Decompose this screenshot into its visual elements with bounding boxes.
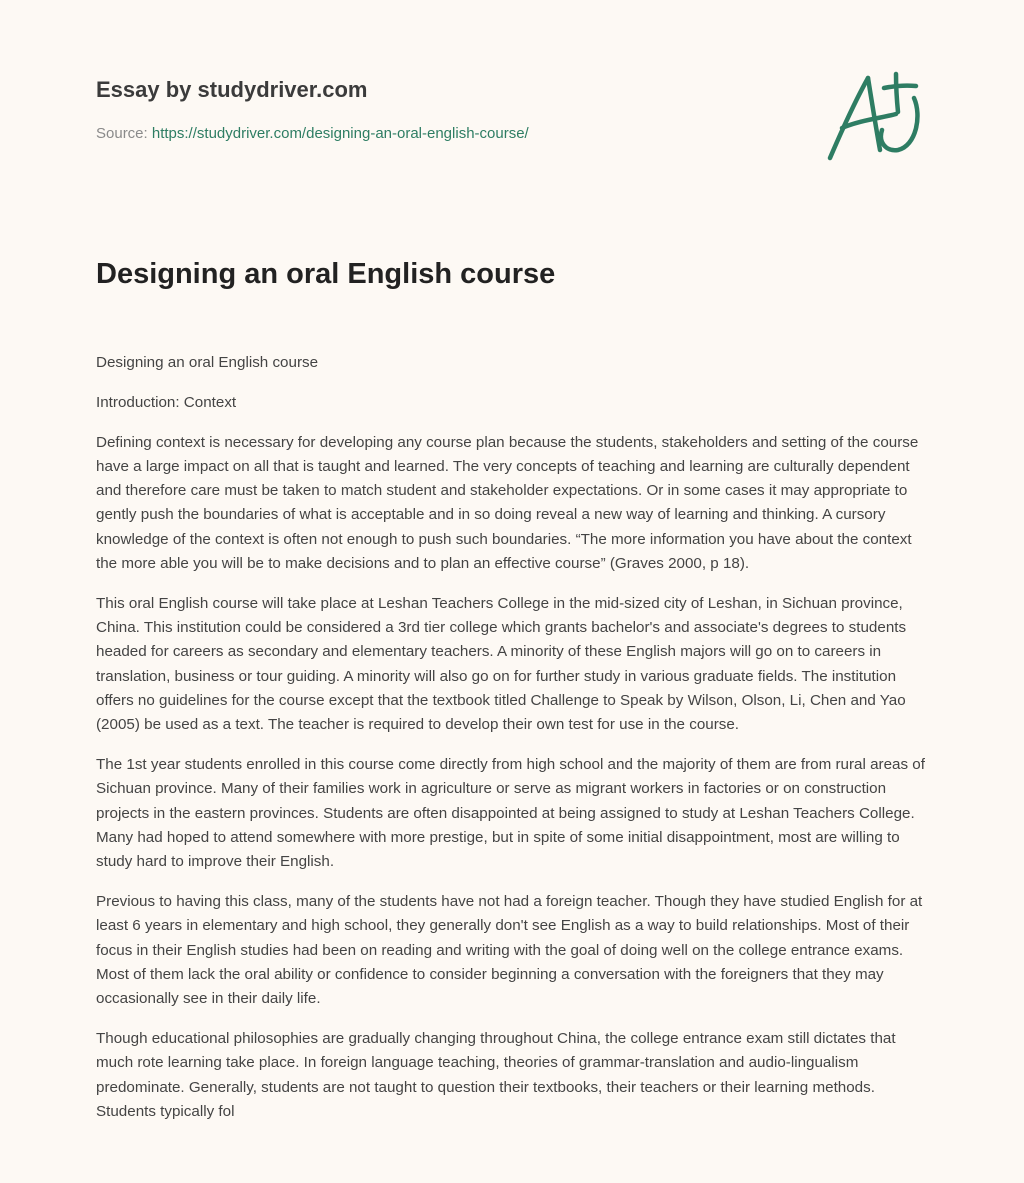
paragraph: Introduction: Context [96,393,237,411]
essay-header [96,74,796,144]
page-title: Designing an oral English course [96,258,556,290]
source-link[interactable]: https://studydriver.com/designing-an-oral-english-course/ [151,125,529,142]
paragraph: Defining context is necessary for developing any course plan because the students, stakeholders and setting of the course have a large impact on all that is taught and learned. The very concepts of teaching and learning are culturally dependent and therefore care must be taken to match student and stakeholder expectations. Or in some cases it may appropriate to gently push the boundaries of what is acceptable and in so doing reveal a new way of learning and thinking. A cursory knowledge of the context is often not enough to push such boundaries. “The more information you have about the context the more able you will be to make decisions and to plan an effective course” (Graves 2000, p 18). [96,433,919,573]
source-label: Source: [96,125,148,142]
a-plus-logo-icon [820,68,930,168]
brand-title: Essay by studydriver.com [96,77,368,102]
paragraph: Previous to having this class, many of the students have not had a foreign teacher. Though they have studied English for at least 6 years in elementary and high school, they generally don't see English as a way to build relationships. Most of their focus in their English studies had been on reading and writing with the goal of doing well on the college entrance exams. Most of them lack the oral ability or confidence to consider beginning a conversation with the foreigners that they may occasionally see in their daily life. [96,893,923,1008]
paragraph: The 1st year students enrolled in this course come directly from high school and the majority of them are from rural areas of Sichuan province. Many of their families work in agriculture or serve as migrant workers in factories or on construction projects in the eastern provinces. Students are often disappointed at being assigned to study at Leshan Teachers College. Many had hoped to attend somewhere with more prestige, but in spite of some initial disappointment, most are willing to study hard to improve their English. [96,756,925,871]
source-line [96,124,796,144]
essay-body [96,351,932,1140]
paragraph: This oral English course will take place at Leshan Teachers College in the mid-sized city of Leshan, in Sichuan province, China. This institution could be considered a 3rd tier college which grants bachelor's and associate's degrees to students headed for careers as secondary and elementary teachers. A minority of these English majors will go on to careers in translation, business or tour guiding. A minority will also go on for further study in various graduate fields. The institution offers no guidelines for the course except that the textbook titled Challenge to Speak by Wilson, Olson, Li, Chen and Yao (2005) be used as a text. The teacher is required to develop their own test for use in the course. [96,594,907,734]
paragraph: Though educational philosophies are gradually changing throughout China, the college entrance exam still dictates that much rote learning take place. In foreign language teaching, theories of grammar-translation and audio-lingualism predominate. Generally, students are not taught to question their textbooks, their teachers or their learning methods. Students typically fol [96,1030,896,1121]
paragraph: Designing an oral English course [96,354,319,371]
